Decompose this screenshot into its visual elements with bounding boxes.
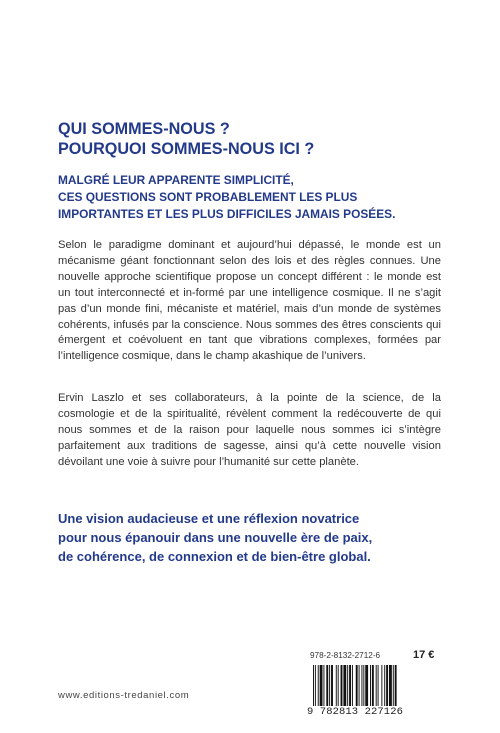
- body-paragraph-2: Ervin Laszlo et ses collaborateurs, à la pointe de la science, de la cosmologie et de la spiritualité, révèlent comment la redécouverte de qui nous sommes et de la raison pour laquelle nous sommes ici s’intègre parfaitement aux traditions de sagesse, ainsi qu’à cette nouvelle vision dévoilant une voie à suivre pour l’humanité sur cette planète.: [58, 392, 441, 468]
- tagline-line-1: Une vision audacieuse et une réflexion novatrice: [58, 511, 360, 526]
- tagline: [58, 509, 458, 566]
- barcode-digits: 9 782813 227126: [307, 706, 447, 718]
- back-cover-subtitle: [58, 172, 458, 223]
- tagline-line-2: pour nous épanouir dans une nouvelle ère de paix,: [58, 530, 373, 545]
- subtitle-line-2: CES QUESTIONS SONT PROBABLEMENT LES PLUS: [58, 190, 358, 204]
- publisher-website: www.editions-tredaniel.com: [58, 690, 190, 701]
- price-label: 17 €: [413, 649, 435, 661]
- body-paragraph-1: Selon le paradigme dominant et aujourd’hui dépassé, le monde est un mécanisme géant fonctionnant selon des lois et des règles connues. Une nouvelle approche scientifique propose un concept différent : le monde est un tout interconnecté et in-formé par une intelligence cosmique. Il ne s’agit pas d’un monde fini, mécaniste et matériel, mais d’un monde de systèmes cohérents, infusés par la conscience. Nous sommes des êtres conscients qui émergent et coévoluent en tant que vibrations complexes, formées par l’intelligence cosmique, dans le champ akashique de l’univers.: [58, 239, 441, 363]
- title-line-2: POURQUOI SOMMES-NOUS ICI ?: [58, 140, 315, 158]
- title-line-1: QUI SOMMES-NOUS ?: [58, 120, 230, 138]
- subtitle-line-1: MALGRÉ LEUR APPARENTE SIMPLICITÉ,: [58, 173, 294, 187]
- tagline-line-3: de cohérence, de connexion et de bien-être global.: [58, 549, 371, 564]
- back-cover-title: [58, 119, 458, 159]
- isbn-number: 978-2-8132-2712-6: [310, 651, 381, 660]
- subtitle-line-3: IMPORTANTES ET LES PLUS DIFFICILES JAMAIS POSÉES.: [58, 207, 396, 221]
